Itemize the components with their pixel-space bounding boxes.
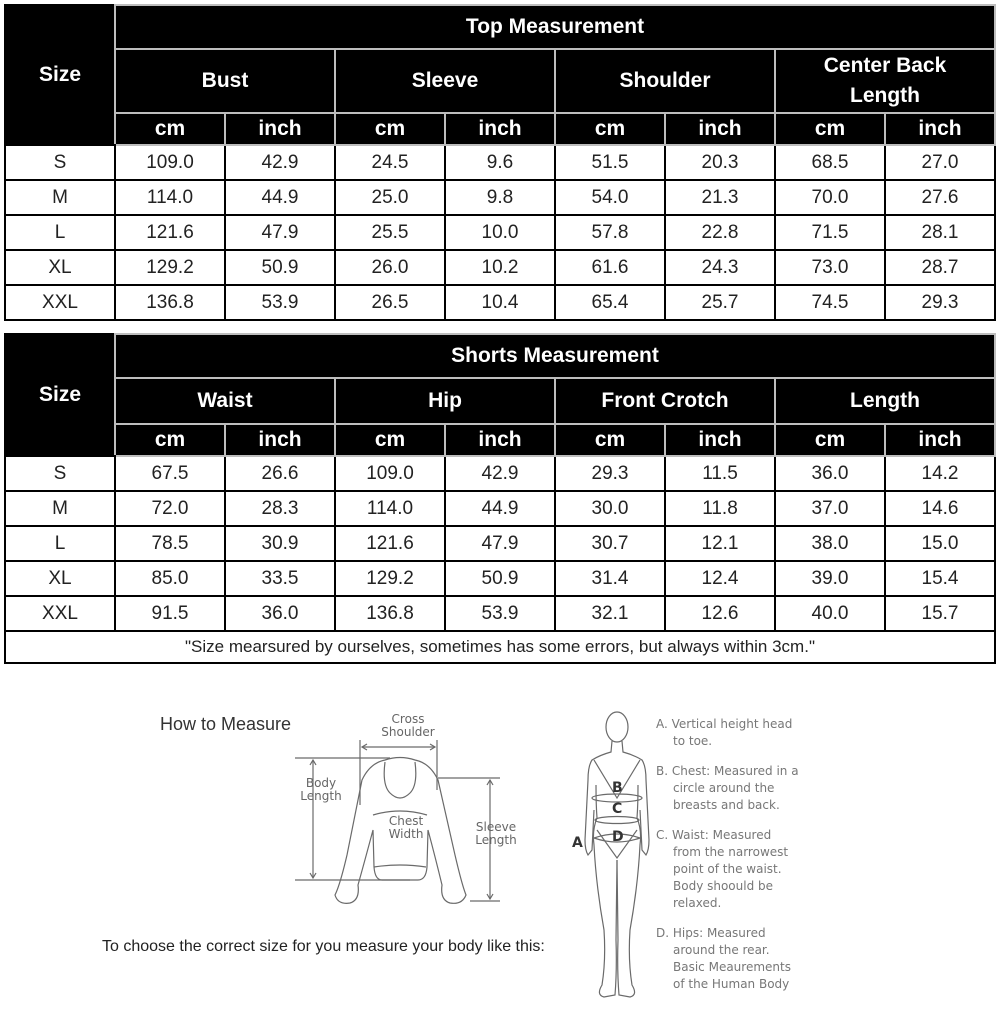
group-header-sleeve: Sleeve: [335, 49, 555, 113]
value-cell: 30.9: [225, 526, 335, 561]
unit-header: inch: [445, 424, 555, 456]
value-cell: 68.5: [775, 145, 885, 180]
unit-header: inch: [225, 113, 335, 145]
value-cell: 27.6: [885, 180, 995, 215]
group-header-front-crotch: Front Crotch: [555, 378, 775, 424]
unit-header: inch: [665, 424, 775, 456]
body-figure-icon: [582, 710, 652, 1005]
figure-letter-a: A: [572, 835, 583, 851]
body-length-label: [296, 777, 346, 803]
shorts-measurement-table: [4, 333, 996, 664]
value-cell: 40.0: [775, 596, 885, 631]
unit-header: inch: [885, 424, 995, 456]
note-line: A. Vertical height head: [656, 717, 793, 731]
value-cell: 78.5: [115, 526, 225, 561]
figure-letter-b: B: [612, 780, 623, 796]
size-cell: M: [5, 180, 115, 215]
figure-letter-d: D: [612, 829, 624, 845]
note-b: [656, 763, 826, 814]
unit-header: cm: [775, 424, 885, 456]
unit-header: cm: [555, 113, 665, 145]
size-column-header: Size: [5, 334, 115, 456]
value-cell: 25.5: [335, 215, 445, 250]
table-row: [5, 456, 995, 491]
value-cell: 53.9: [225, 285, 335, 320]
size-cell: L: [5, 215, 115, 250]
value-cell: 44.9: [225, 180, 335, 215]
value-cell: 73.0: [775, 250, 885, 285]
unit-header: inch: [445, 113, 555, 145]
size-cell: S: [5, 456, 115, 491]
value-cell: 114.0: [335, 491, 445, 526]
value-cell: 42.9: [445, 456, 555, 491]
group-header-waist: Waist: [115, 378, 335, 424]
value-cell: 74.5: [775, 285, 885, 320]
value-cell: 67.5: [115, 456, 225, 491]
top-measurement-table: [4, 4, 996, 321]
size-column-header: Size: [5, 5, 115, 145]
table-row: [5, 491, 995, 526]
unit-header: cm: [335, 113, 445, 145]
note-line: breasts and back.: [673, 798, 780, 812]
value-cell: 39.0: [775, 561, 885, 596]
note-c: [656, 827, 826, 912]
value-cell: 37.0: [775, 491, 885, 526]
group-header-length: Length: [775, 378, 995, 424]
value-cell: 27.0: [885, 145, 995, 180]
value-cell: 10.0: [445, 215, 555, 250]
size-cell: M: [5, 491, 115, 526]
size-cell: XXL: [5, 596, 115, 631]
figure-letter-c: C: [612, 801, 623, 817]
table-row: [5, 145, 995, 180]
value-cell: 24.5: [335, 145, 445, 180]
note-line: circle around the: [673, 781, 775, 795]
note-line: D. Hips: Measured: [656, 926, 766, 940]
value-cell: 29.3: [885, 285, 995, 320]
unit-header: cm: [115, 424, 225, 456]
value-cell: 85.0: [115, 561, 225, 596]
value-cell: 42.9: [225, 145, 335, 180]
value-cell: 129.2: [115, 250, 225, 285]
value-cell: 50.9: [445, 561, 555, 596]
value-cell: 26.0: [335, 250, 445, 285]
value-cell: 14.6: [885, 491, 995, 526]
value-cell: 72.0: [115, 491, 225, 526]
value-cell: 10.4: [445, 285, 555, 320]
value-cell: 15.4: [885, 561, 995, 596]
value-cell: 9.8: [445, 180, 555, 215]
note-line: C. Waist: Measured: [656, 828, 772, 842]
value-cell: 12.6: [665, 596, 775, 631]
value-cell: 12.1: [665, 526, 775, 561]
label-line: Cross: [391, 712, 425, 726]
table-row: [5, 215, 995, 250]
value-cell: 109.0: [115, 145, 225, 180]
note-line: Basic Meaurements: [673, 960, 791, 974]
value-cell: 65.4: [555, 285, 665, 320]
value-cell: 12.4: [665, 561, 775, 596]
value-cell: 10.2: [445, 250, 555, 285]
value-cell: 47.9: [445, 526, 555, 561]
size-cell: S: [5, 145, 115, 180]
size-cell: XL: [5, 561, 115, 596]
value-cell: 54.0: [555, 180, 665, 215]
value-cell: 44.9: [445, 491, 555, 526]
value-cell: 28.7: [885, 250, 995, 285]
table-row: [5, 180, 995, 215]
unit-header: cm: [115, 113, 225, 145]
table-row: [5, 561, 995, 596]
value-cell: 28.1: [885, 215, 995, 250]
note-line: relaxed.: [673, 896, 722, 910]
value-cell: 114.0: [115, 180, 225, 215]
value-cell: 51.5: [555, 145, 665, 180]
value-cell: 91.5: [115, 596, 225, 631]
value-cell: 36.0: [775, 456, 885, 491]
measurement-disclaimer: "Size mearsured by ourselves, sometimes has some errors, but always within 3cm.": [5, 631, 995, 663]
value-cell: 36.0: [225, 596, 335, 631]
value-cell: 30.0: [555, 491, 665, 526]
value-cell: 29.3: [555, 456, 665, 491]
value-cell: 121.6: [335, 526, 445, 561]
unit-header: inch: [665, 113, 775, 145]
value-cell: 70.0: [775, 180, 885, 215]
unit-header: cm: [555, 424, 665, 456]
value-cell: 11.8: [665, 491, 775, 526]
value-cell: 21.3: [665, 180, 775, 215]
group-header-shoulder: Shoulder: [555, 49, 775, 113]
table-row: [5, 596, 995, 631]
value-cell: 121.6: [115, 215, 225, 250]
value-cell: 30.7: [555, 526, 665, 561]
unit-header: inch: [885, 113, 995, 145]
value-cell: 26.5: [335, 285, 445, 320]
value-cell: 71.5: [775, 215, 885, 250]
table-title: Shorts Measurement: [115, 334, 995, 378]
table-row: [5, 250, 995, 285]
unit-header: inch: [225, 424, 335, 456]
label-line: Sleeve: [475, 820, 517, 834]
measure-instruction-text: To choose the correct size for you measure your body like this:: [102, 938, 545, 955]
value-cell: 33.5: [225, 561, 335, 596]
value-cell: 20.3: [665, 145, 775, 180]
label-line: Body: [305, 776, 337, 790]
sleeve-length-label: [470, 821, 522, 847]
unit-header: cm: [775, 113, 885, 145]
value-cell: 38.0: [775, 526, 885, 561]
label-line: Length: [300, 789, 342, 803]
value-cell: 26.6: [225, 456, 335, 491]
value-cell: 50.9: [225, 250, 335, 285]
note-line: to toe.: [673, 734, 713, 748]
label-line: Length: [475, 833, 517, 847]
value-cell: 14.2: [885, 456, 995, 491]
value-cell: 11.5: [665, 456, 775, 491]
size-cell: XL: [5, 250, 115, 285]
note-line: of the Human Body: [673, 977, 790, 991]
value-cell: 47.9: [225, 215, 335, 250]
note-line: B. Chest: Measured in a: [656, 764, 799, 778]
note-a: [656, 716, 826, 750]
note-d: [656, 925, 826, 993]
value-cell: 57.8: [555, 215, 665, 250]
value-cell: 136.8: [335, 596, 445, 631]
label-line: Shoulder: [381, 725, 435, 739]
label-line: Chest: [388, 814, 424, 828]
value-cell: 129.2: [335, 561, 445, 596]
cross-shoulder-label: [378, 713, 438, 739]
note-line: around the rear.: [673, 943, 770, 957]
measurement-notes: [656, 716, 826, 1006]
size-cell: L: [5, 526, 115, 561]
value-cell: 22.8: [665, 215, 775, 250]
value-cell: 15.7: [885, 596, 995, 631]
value-cell: 61.6: [555, 250, 665, 285]
label-line: Width: [388, 827, 424, 841]
value-cell: 32.1: [555, 596, 665, 631]
value-cell: 28.3: [225, 491, 335, 526]
value-cell: 15.0: [885, 526, 995, 561]
value-cell: 9.6: [445, 145, 555, 180]
value-cell: 25.7: [665, 285, 775, 320]
unit-header: cm: [335, 424, 445, 456]
size-cell: XXL: [5, 285, 115, 320]
value-cell: 24.3: [665, 250, 775, 285]
table-row: [5, 526, 995, 561]
note-line: from the narrowest: [673, 845, 789, 859]
table-title: Top Measurement: [115, 5, 995, 49]
how-to-measure-title: How to Measure: [160, 714, 292, 734]
note-line: point of the waist.: [673, 862, 782, 876]
group-header-center-back-length: [775, 49, 995, 113]
group-header-line: Length: [850, 84, 920, 107]
table-row: [5, 285, 995, 320]
note-line: Body shoould be: [673, 879, 774, 893]
value-cell: 53.9: [445, 596, 555, 631]
group-header-bust: Bust: [115, 49, 335, 113]
value-cell: 109.0: [335, 456, 445, 491]
chest-width-label: [380, 815, 432, 841]
value-cell: 136.8: [115, 285, 225, 320]
group-header-hip: Hip: [335, 378, 555, 424]
group-header-line: Center Back: [823, 54, 947, 77]
value-cell: 25.0: [335, 180, 445, 215]
value-cell: 31.4: [555, 561, 665, 596]
